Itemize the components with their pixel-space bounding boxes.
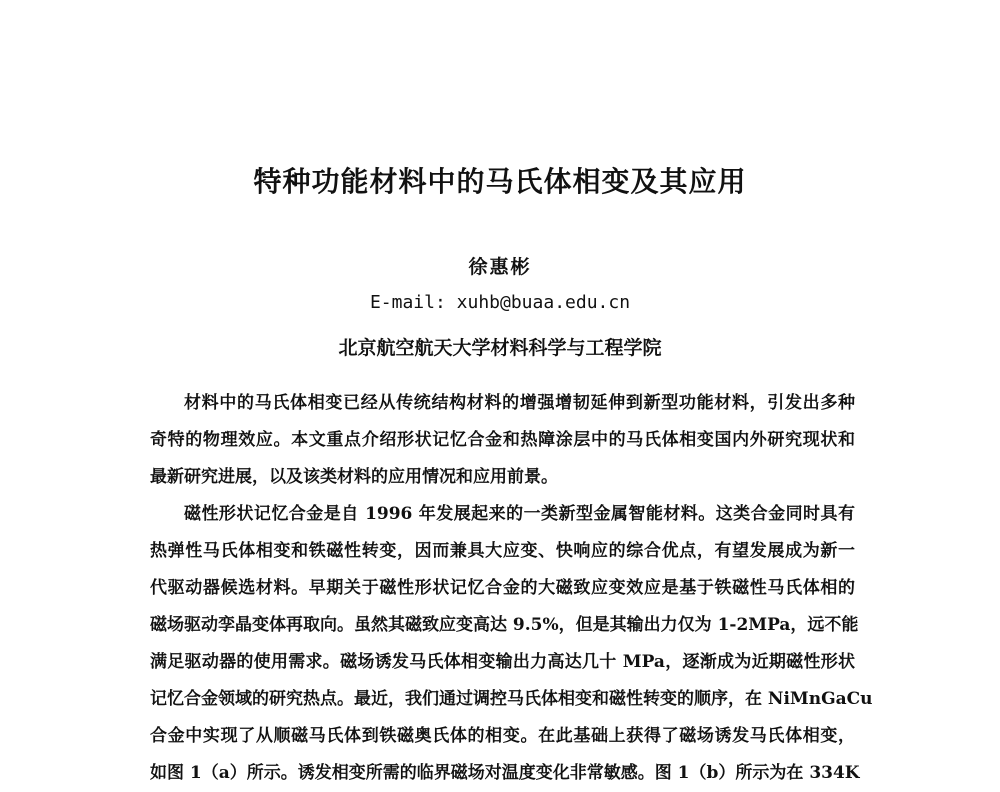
author-name: 徐惠彬 xyxy=(468,256,532,278)
email-label: E-mail: xyxy=(369,292,457,313)
body-line: 热弹性马氏体相变和铁磁性转变，因而兼具大应变、快响应的综合优点，有望发展成为新一 xyxy=(150,541,855,561)
body-line: 代驱动器候选材料。早期关于磁性形状记忆合金的大磁致应变效应是基于铁磁性马氏体相的 xyxy=(150,578,855,598)
paragraph-1 xyxy=(150,385,855,496)
abstract-body xyxy=(150,385,873,792)
paragraph-2 xyxy=(150,496,873,792)
body-line: 材料中的马氏体相变已经从传统结构材料的增强增韧延伸到新型功能材料，引发出多种 xyxy=(184,393,855,413)
paper-title: 特种功能材料中的马氏体相变及其应用 xyxy=(253,165,747,198)
body-line: 磁性形状记忆合金是自 1996 年发展起来的一类新型金属智能材料。这类合金同时具有 xyxy=(184,504,855,524)
body-line: 记忆合金领域的研究热点。最近，我们通过调控马氏体相变和磁性转变的顺序，在 NiMnGaCu xyxy=(150,689,873,709)
body-line: 合金中实现了从顺磁马氏体到铁磁奥氏体的相变。在此基础上获得了磁场诱发马氏体相变， xyxy=(150,726,855,746)
body-line: 如图 1（a）所示。诱发相变所需的临界磁场对温度变化非常敏感。图 1（b）所示为在 334K xyxy=(150,763,860,783)
body-line: 奇特的物理效应。本文重点介绍形状记忆合金和热障涂层中的马氏体相变国内外研究现状和 xyxy=(150,430,855,450)
body-line: 满足驱动器的使用需求。磁场诱发马氏体相变输出力高达几十 MPa，逐渐成为近期磁性形状 xyxy=(150,652,855,672)
body-line: 最新研究进展，以及该类材料的应用情况和应用前景。 xyxy=(150,467,558,487)
author-email: xuhb@buaa.edu.cn xyxy=(456,292,631,313)
author-affiliation: 北京航空航天大学材料科学与工程学院 xyxy=(338,337,662,359)
author-email-line xyxy=(0,292,1000,313)
body-line: 磁场驱动孪晶变体再取向。虽然其磁致应变高达 9.5%，但是其输出力仅为 1-2MPa，远不能 xyxy=(150,615,859,635)
